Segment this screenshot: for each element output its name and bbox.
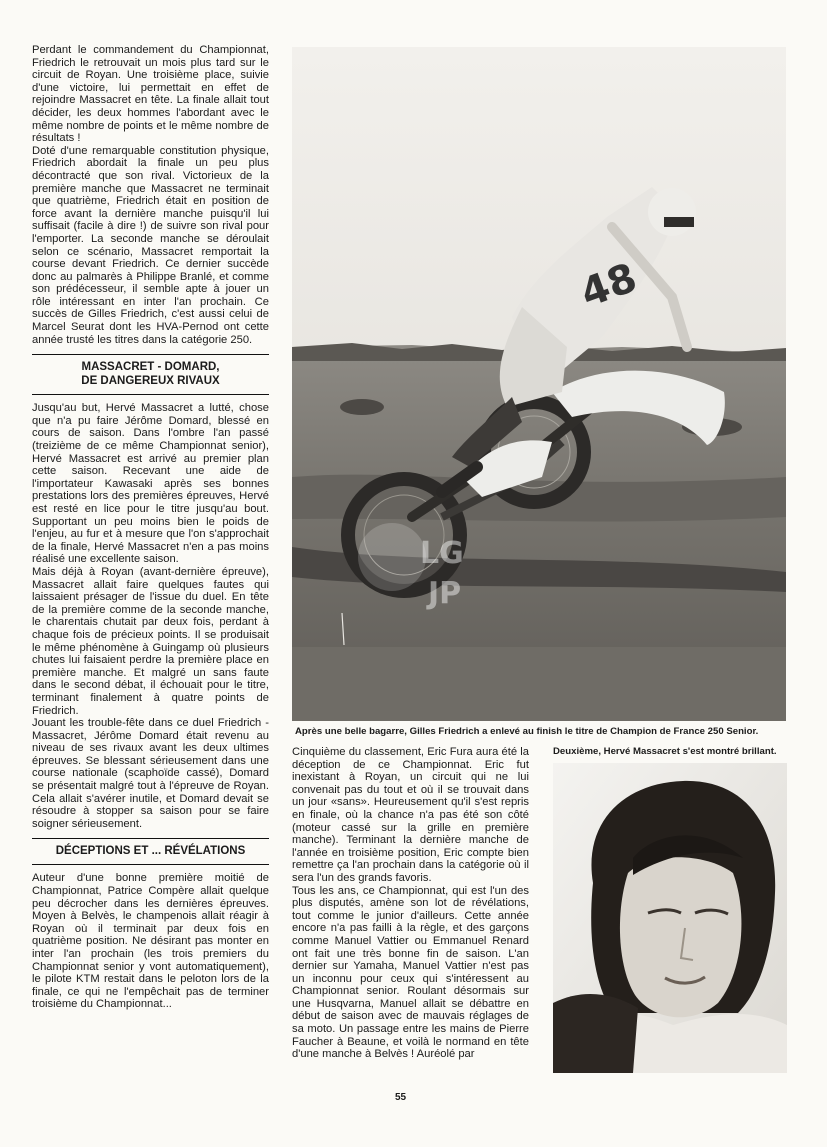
left-column	[32, 44, 269, 1011]
right-text-column	[292, 746, 529, 1061]
page-number: 55	[395, 1092, 407, 1103]
rider-number: 48	[574, 254, 643, 318]
main-photo-caption: Après une belle bagarre, Gilles Friedrich a enlevé au finish le titre de Champion de France 250 Senior.	[295, 726, 759, 737]
motocross-jump-illustration	[292, 47, 786, 721]
revelations-paragraph: Tous les ans, ce Championnat, qui est l'un des plus disputés, amène son lot de révélations, tout comme le junior d'ailleurs. Cette année encore n'a pas failli à la règle, et des garçons comme Manuel Vattier ou Emmanuel Renard ont fait une très bonne fin de saison. L'an dernier sur Yamaha, Manuel Vattier n'est pas un inconnu pour ceux qui s'intéressent au Championnat senior. Roulant désormais sur une Husqvarna, Manuel allait se débattre en début de saison avec de mauvais réglages de sa moto. Un passage entre les mains de Pierre Faucher à Beaune, et voilà le normand en tête d'une manche à Belvès ! Auréolé par	[292, 884, 529, 1061]
massacret-paragraph-1: Jusqu'au but, Hervé Massacret a lutté, chose que n'a pu faire Jérôme Domard, blessé en cours de saison. Dans l'ombre l'an passé (treizième de ce même Championnat senior), Hervé Massacret est arrivé au premier plan cette saison. Recevant une aide de l'importateur Kawasaki après ses bonnes prestations lors des premières épreuves, Hervé est resté en lice pour le titre jusqu'au bout. Supportant un peu moins bien le poids de l'enjeu, au fur et à mesure que l'on s'approchait de la finale, Hervé Massacret n'en a pas moins réalisé une excellente saison.	[32, 402, 269, 566]
massacret-portrait-photo	[553, 763, 787, 1073]
massacret-paragraph-2: Mais déjà à Royan (avant-dernière épreuve), Massacret allait faire quelques fautes qui laissaient présager de l'issue du duel. En tête de la première comme de la seconde manche, le charentais chutait par deux fois, perdant à chaque fois de précieux points. Il se produisait le même phénomène à Guingamp où plusieurs chutes lui faisaient perdre la première place en première manche. Et malgré un sans faute dans le second débat, il échouait pour le titre, terminant finalement à quatre points de Friedrich.	[32, 565, 269, 717]
portrait-illustration	[553, 763, 787, 1073]
compere-paragraph: Auteur d'une bonne première moitié de Championnat, Patrice Compère allait quelque peu décrocher dans les dernières épreuves. Moyen à Belvès, le champenois allait réagir à Royan où il terminait par deux fois en quatrième position. Ne désirant pas monter en inter l'an prochain (les trois premiers du Championnat senior y vont automatiquement), le pilote KTM restait dans le peloton lors de la finale, ce qui ne l'empêchait pas de terminer troisième du Championnat...	[32, 872, 269, 1011]
fura-paragraph: Cinquième du classement, Eric Fura aura été la déception de ce Championnat. Eric fut inexistant à Royan, un circuit qui ne lui convenait pas du tout et où il se trouvait dans un jour «sans». Heureusement qu'il s'est repris en finale, où la chance n'a pas été son côté (moteur cassé sur la grille en première manche). Terminant la dernière manche de l'année en troisième position, Eric compte bien remettre ça l'an prochain dans la catégorie où il sera l'un des grands favoris.	[292, 746, 529, 884]
section-heading-massacret-domard: MASSACRET - DOMARD, DE DANGEREUX RIVAUX	[32, 354, 269, 395]
section-heading-deceptions: DÉCEPTIONS ET ... RÉVÉLATIONS	[32, 838, 269, 865]
intro-paragraph-2: Doté d'une remarquable constitution physique, Friedrich abordait la finale un peu plus décontracté que son rival. Victorieux de la première manche que Massacret ne terminait que quatrième, Friedrich était en position de force avant la dernière manche puisqu'il lui suffisait (facile à dire !) de suivre son rival pour l'emporter. La seconde manche se déroulait selon ce scénario, Massacret remportait la course devant Friedrich. Ce dernier succède donc au palmarès à Philippe Branlé, et comme son prédécesseur, il semble apte à jouer un rôle intéressant en inter l'an prochain. Ce succès de Gilles Friedrich, c'est aussi celui de Marcel Seurat dont les HVA-Pernod ont cette année trusté les titres dans la catégorie 250.	[32, 144, 269, 346]
motocross-jump-photo	[292, 47, 786, 721]
intro-paragraph-1: Perdant le commandement du Championnat, Friedrich le retrouvait un mois plus tard sur le circuit de Royan. Une troisième place, suivie d'une victoire, lui permettait en effet de rejoindre Massacret en tête. La finale allait tout décider, les deux hommes l'abordant avec le même nombre de points et le même nombre de résultats !	[32, 44, 269, 145]
domard-paragraph: Jouant les trouble-fête dans ce duel Friedrich - Massacret, Jérôme Domard était revenu au niveau de ses rivaux avant les deux ultimes épreuves. Se blessant sérieusement dans une course nationale (scaphoïde cassé), Domard se présentait malgré tout à l'épreuve de Royan. Cela allait s'avérer inutile, et Domard devait se résoudre à stopper sa saison pour se faire soigner sérieusement.	[32, 717, 269, 830]
watermark-jp: JP	[428, 576, 462, 611]
watermark-lg: LG	[420, 536, 464, 571]
portrait-caption: Deuxième, Hervé Massacret s'est montré brillant.	[553, 746, 777, 757]
